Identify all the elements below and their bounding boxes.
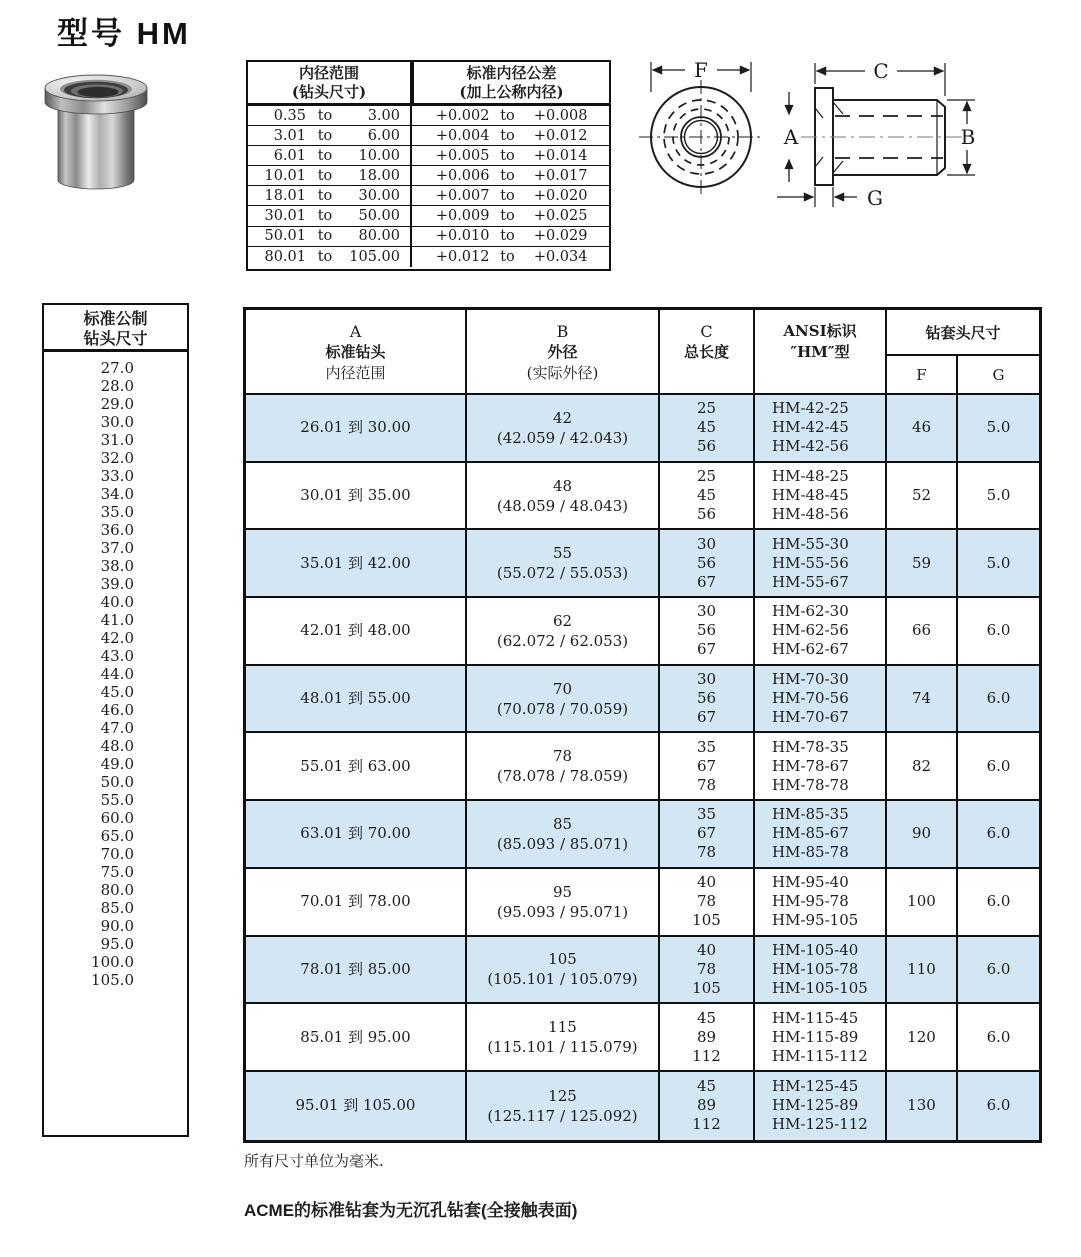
length-cell: 25 45 56 xyxy=(660,463,755,529)
head-diameter-f-cell: 82 xyxy=(887,733,958,799)
dim-label-c: C xyxy=(873,59,889,83)
drill-size-item: 60.0 xyxy=(100,809,134,827)
ansi-id-cell: HM-125-45 HM-125-89 HM-125-112 xyxy=(755,1072,887,1140)
length-cell: 30 56 67 xyxy=(660,666,755,732)
outer-diameter-cell: 62 (62.072 / 62.053) xyxy=(467,598,660,664)
spec-row xyxy=(246,530,1039,598)
length-cell: 35 67 78 xyxy=(660,733,755,799)
bore-range-cell: 85.01 到 95.00 xyxy=(246,1004,467,1070)
head-thickness-g-cell: 6.0 xyxy=(986,689,1011,708)
ansi-id-cell: HM-42-25 HM-42-45 HM-42-56 xyxy=(755,395,887,461)
dim-label-g: G xyxy=(867,186,883,210)
length-cell: 30 56 67 xyxy=(660,530,755,596)
tolerance-range-cell: 3.01 to 6.00 xyxy=(248,126,412,145)
tolerance-table-body xyxy=(248,106,609,267)
bore-range-cell: 70.01 到 78.00 xyxy=(246,869,467,935)
ansi-id-cell: HM-95-40 HM-95-78 HM-95-105 xyxy=(755,869,887,935)
dimension-diagram xyxy=(633,50,1069,255)
drill-size-item: 75.0 xyxy=(100,863,134,881)
tolerance-range-cell: 0.35 to 3.00 xyxy=(248,106,412,125)
head-diameter-f-cell: 46 xyxy=(887,395,958,461)
tolerance-value-cell: +0.006 to +0.017 xyxy=(435,167,588,184)
head-diameter-f-cell: 66 xyxy=(887,598,958,664)
bore-range-cell: 55.01 到 63.00 xyxy=(246,733,467,799)
tolerance-row xyxy=(248,106,609,126)
drill-size-item: 80.0 xyxy=(100,881,134,899)
ansi-id-cell: HM-85-35 HM-85-67 HM-85-78 xyxy=(755,801,887,867)
tolerance-row xyxy=(248,186,609,206)
drill-size-item: 85.0 xyxy=(100,899,134,917)
outer-diameter-cell: 95 (95.093 / 95.071) xyxy=(467,869,660,935)
drill-bushing-photo xyxy=(34,60,158,200)
outer-diameter-cell: 115 (115.101 / 115.079) xyxy=(467,1004,660,1070)
outer-diameter-cell: 42 (42.059 / 42.043) xyxy=(467,395,660,461)
spec-row xyxy=(246,666,1039,734)
drill-size-item: 40.0 xyxy=(100,593,134,611)
tolerance-row xyxy=(248,166,609,186)
drill-size-item: 31.0 xyxy=(100,431,134,449)
ansi-id-cell: HM-62-30 HM-62-56 HM-62-67 xyxy=(755,598,887,664)
head-diameter-f-cell: 90 xyxy=(887,801,958,867)
spec-row xyxy=(246,1072,1039,1140)
drill-size-item: 105.0 xyxy=(91,971,134,989)
tolerance-value-cell: +0.004 to +0.012 xyxy=(435,127,588,144)
header-col-a: A 标准钻头 内径范围 xyxy=(246,310,467,393)
length-cell: 45 89 112 xyxy=(660,1072,755,1140)
bore-range-cell: 26.01 到 30.00 xyxy=(246,395,467,461)
drill-size-item: 29.0 xyxy=(100,395,134,413)
bore-range-cell: 42.01 到 48.00 xyxy=(246,598,467,664)
head-diameter-f-cell: 52 xyxy=(887,463,958,529)
drill-size-item: 45.0 xyxy=(100,683,134,701)
drill-size-item: 34.0 xyxy=(100,485,134,503)
dim-label-a: A xyxy=(783,125,799,149)
spec-row xyxy=(246,598,1039,666)
drill-size-item: 42.0 xyxy=(100,629,134,647)
header-col-c: C 总长度 xyxy=(660,310,755,393)
spec-row xyxy=(246,463,1039,531)
spec-row xyxy=(246,733,1039,801)
head-diameter-f-cell: 59 xyxy=(887,530,958,596)
tolerance-value-cell: +0.005 to +0.014 xyxy=(435,147,588,164)
tolerance-table-header xyxy=(248,62,609,106)
drill-size-item: 35.0 xyxy=(100,503,134,521)
bore-range-cell: 30.01 到 35.00 xyxy=(246,463,467,529)
outer-diameter-cell: 78 (78.078 / 78.059) xyxy=(467,733,660,799)
ansi-id-cell: HM-55-30 HM-55-56 HM-55-67 xyxy=(755,530,887,596)
tolerance-range-cell: 80.01 to 105.00 xyxy=(248,247,412,267)
page-title: 型号 HM xyxy=(57,16,191,51)
header-col-f: F xyxy=(887,356,958,393)
drill-size-item: 90.0 xyxy=(100,917,134,935)
head-thickness-g-cell: 5.0 xyxy=(986,553,1011,572)
drill-size-item: 46.0 xyxy=(100,701,134,719)
outer-diameter-cell: 125 (125.117 / 125.092) xyxy=(467,1072,660,1140)
head-thickness-g-cell: 6.0 xyxy=(986,1027,1011,1046)
bore-range-cell: 63.01 到 70.00 xyxy=(246,801,467,867)
tolerance-value-cell: +0.007 to +0.020 xyxy=(435,187,588,204)
drill-size-item: 41.0 xyxy=(100,611,134,629)
dim-label-b: B xyxy=(960,125,976,149)
head-diameter-f-cell: 100 xyxy=(887,869,958,935)
tolerance-range-cell: 10.01 to 18.00 xyxy=(248,166,412,185)
ansi-id-cell: HM-105-40 HM-105-78 HM-105-105 xyxy=(755,937,887,1003)
tolerance-range-cell: 50.01 to 80.00 xyxy=(248,227,412,246)
length-cell: 30 56 67 xyxy=(660,598,755,664)
ansi-id-cell: HM-115-45 HM-115-89 HM-115-112 xyxy=(755,1004,887,1070)
bore-range-cell: 95.01 到 105.00 xyxy=(246,1072,467,1140)
drill-size-item: 32.0 xyxy=(100,449,134,467)
head-thickness-g-cell: 5.0 xyxy=(986,486,1011,505)
outer-diameter-cell: 105 (105.101 / 105.079) xyxy=(467,937,660,1003)
spec-row xyxy=(246,1004,1039,1072)
drill-size-item: 28.0 xyxy=(100,377,134,395)
spec-table xyxy=(243,307,1042,1143)
length-cell: 40 78 105 xyxy=(660,869,755,935)
outer-diameter-cell: 70 (70.078 / 70.059) xyxy=(467,666,660,732)
drill-size-item: 100.0 xyxy=(91,953,134,971)
product-photo xyxy=(34,60,158,200)
header-col-head-size: 钻套头尺寸 F G xyxy=(887,310,1039,393)
drill-size-item: 70.0 xyxy=(100,845,134,863)
head-diameter-f-cell: 130 xyxy=(887,1072,958,1140)
ansi-id-cell: HM-48-25 HM-48-45 HM-48-56 xyxy=(755,463,887,529)
drill-size-list xyxy=(44,352,187,989)
drill-size-item: 50.0 xyxy=(100,773,134,791)
drill-size-item: 65.0 xyxy=(100,827,134,845)
drill-size-item: 95.0 xyxy=(100,935,134,953)
acme-note: ACME的标准钻套为无沉孔钻套(全接触表面) xyxy=(244,1201,578,1220)
tolerance-range-cell: 6.01 to 10.00 xyxy=(248,146,412,165)
head-thickness-g-cell: 5.0 xyxy=(986,418,1011,437)
drill-size-item: 38.0 xyxy=(100,557,134,575)
tolerance-value-cell: +0.010 to +0.029 xyxy=(435,228,588,245)
tolerance-col2-header: 标准内径公差 (加上公称内径) xyxy=(412,62,609,103)
drill-size-item: 47.0 xyxy=(100,719,134,737)
dim-label-f: F xyxy=(694,58,708,82)
spec-table-body xyxy=(246,395,1039,1140)
tolerance-range-cell: 18.01 to 30.00 xyxy=(248,186,412,205)
bore-range-cell: 48.01 到 55.00 xyxy=(246,666,467,732)
head-diameter-f-cell: 120 xyxy=(887,1004,958,1070)
ansi-id-cell: HM-70-30 HM-70-56 HM-70-67 xyxy=(755,666,887,732)
tolerance-table xyxy=(246,60,611,271)
tolerance-col1-header: 内径范围 (钻头尺寸) xyxy=(248,62,412,103)
header-col-g: G xyxy=(992,365,1005,384)
spec-row xyxy=(246,801,1039,869)
drill-size-item: 33.0 xyxy=(100,467,134,485)
drill-size-item: 39.0 xyxy=(100,575,134,593)
bore-range-cell: 35.01 到 42.00 xyxy=(246,530,467,596)
tolerance-row xyxy=(248,126,609,146)
drill-size-item: 37.0 xyxy=(100,539,134,557)
drill-size-item: 27.0 xyxy=(100,359,134,377)
drill-size-item: 49.0 xyxy=(100,755,134,773)
drill-size-item: 44.0 xyxy=(100,665,134,683)
head-thickness-g-cell: 6.0 xyxy=(986,892,1011,911)
drill-size-table-header: 标准公制 钻头尺寸 xyxy=(44,305,187,352)
drill-size-item: 43.0 xyxy=(100,647,134,665)
tolerance-value-cell: +0.009 to +0.025 xyxy=(435,208,588,225)
tolerance-value-cell: +0.002 to +0.008 xyxy=(435,107,588,124)
drill-size-item: 48.0 xyxy=(100,737,134,755)
head-thickness-g-cell: 6.0 xyxy=(986,756,1011,775)
ansi-id-cell: HM-78-35 HM-78-67 HM-78-78 xyxy=(755,733,887,799)
tolerance-row xyxy=(248,247,609,267)
length-cell: 45 89 112 xyxy=(660,1004,755,1070)
outer-diameter-cell: 48 (48.059 / 48.043) xyxy=(467,463,660,529)
drill-size-item: 55.0 xyxy=(100,791,134,809)
head-thickness-g-cell: 6.0 xyxy=(986,959,1011,978)
head-thickness-g-cell: 6.0 xyxy=(986,824,1011,843)
length-cell: 35 67 78 xyxy=(660,801,755,867)
drill-size-item: 36.0 xyxy=(100,521,134,539)
outer-diameter-cell: 55 (55.072 / 55.053) xyxy=(467,530,660,596)
spec-table-header xyxy=(246,310,1039,395)
head-diameter-f-cell: 110 xyxy=(887,937,958,1003)
drill-size-table xyxy=(42,303,189,1137)
tolerance-row xyxy=(248,146,609,166)
header-col-b: B 外径 (实际外径) xyxy=(467,310,660,393)
outer-diameter-cell: 85 (85.093 / 85.071) xyxy=(467,801,660,867)
head-thickness-g-cell: 6.0 xyxy=(986,1096,1011,1115)
spec-row xyxy=(246,937,1039,1005)
length-cell: 25 45 56 xyxy=(660,395,755,461)
spec-row xyxy=(246,395,1039,463)
head-diameter-f-cell: 74 xyxy=(887,666,958,732)
spec-row xyxy=(246,869,1039,937)
drill-size-item: 30.0 xyxy=(100,413,134,431)
unit-note: 所有尺寸单位为毫米. xyxy=(244,1152,384,1170)
header-col-ansi: ANSI标识 ″HM″型 xyxy=(755,310,887,393)
tolerance-value-cell: +0.012 to +0.034 xyxy=(435,248,588,265)
bore-range-cell: 78.01 到 85.00 xyxy=(246,937,467,1003)
length-cell: 40 78 105 xyxy=(660,937,755,1003)
tolerance-row xyxy=(248,227,609,247)
head-thickness-g-cell: 6.0 xyxy=(986,621,1011,640)
tolerance-row xyxy=(248,206,609,226)
tolerance-range-cell: 30.01 to 50.00 xyxy=(248,206,412,225)
